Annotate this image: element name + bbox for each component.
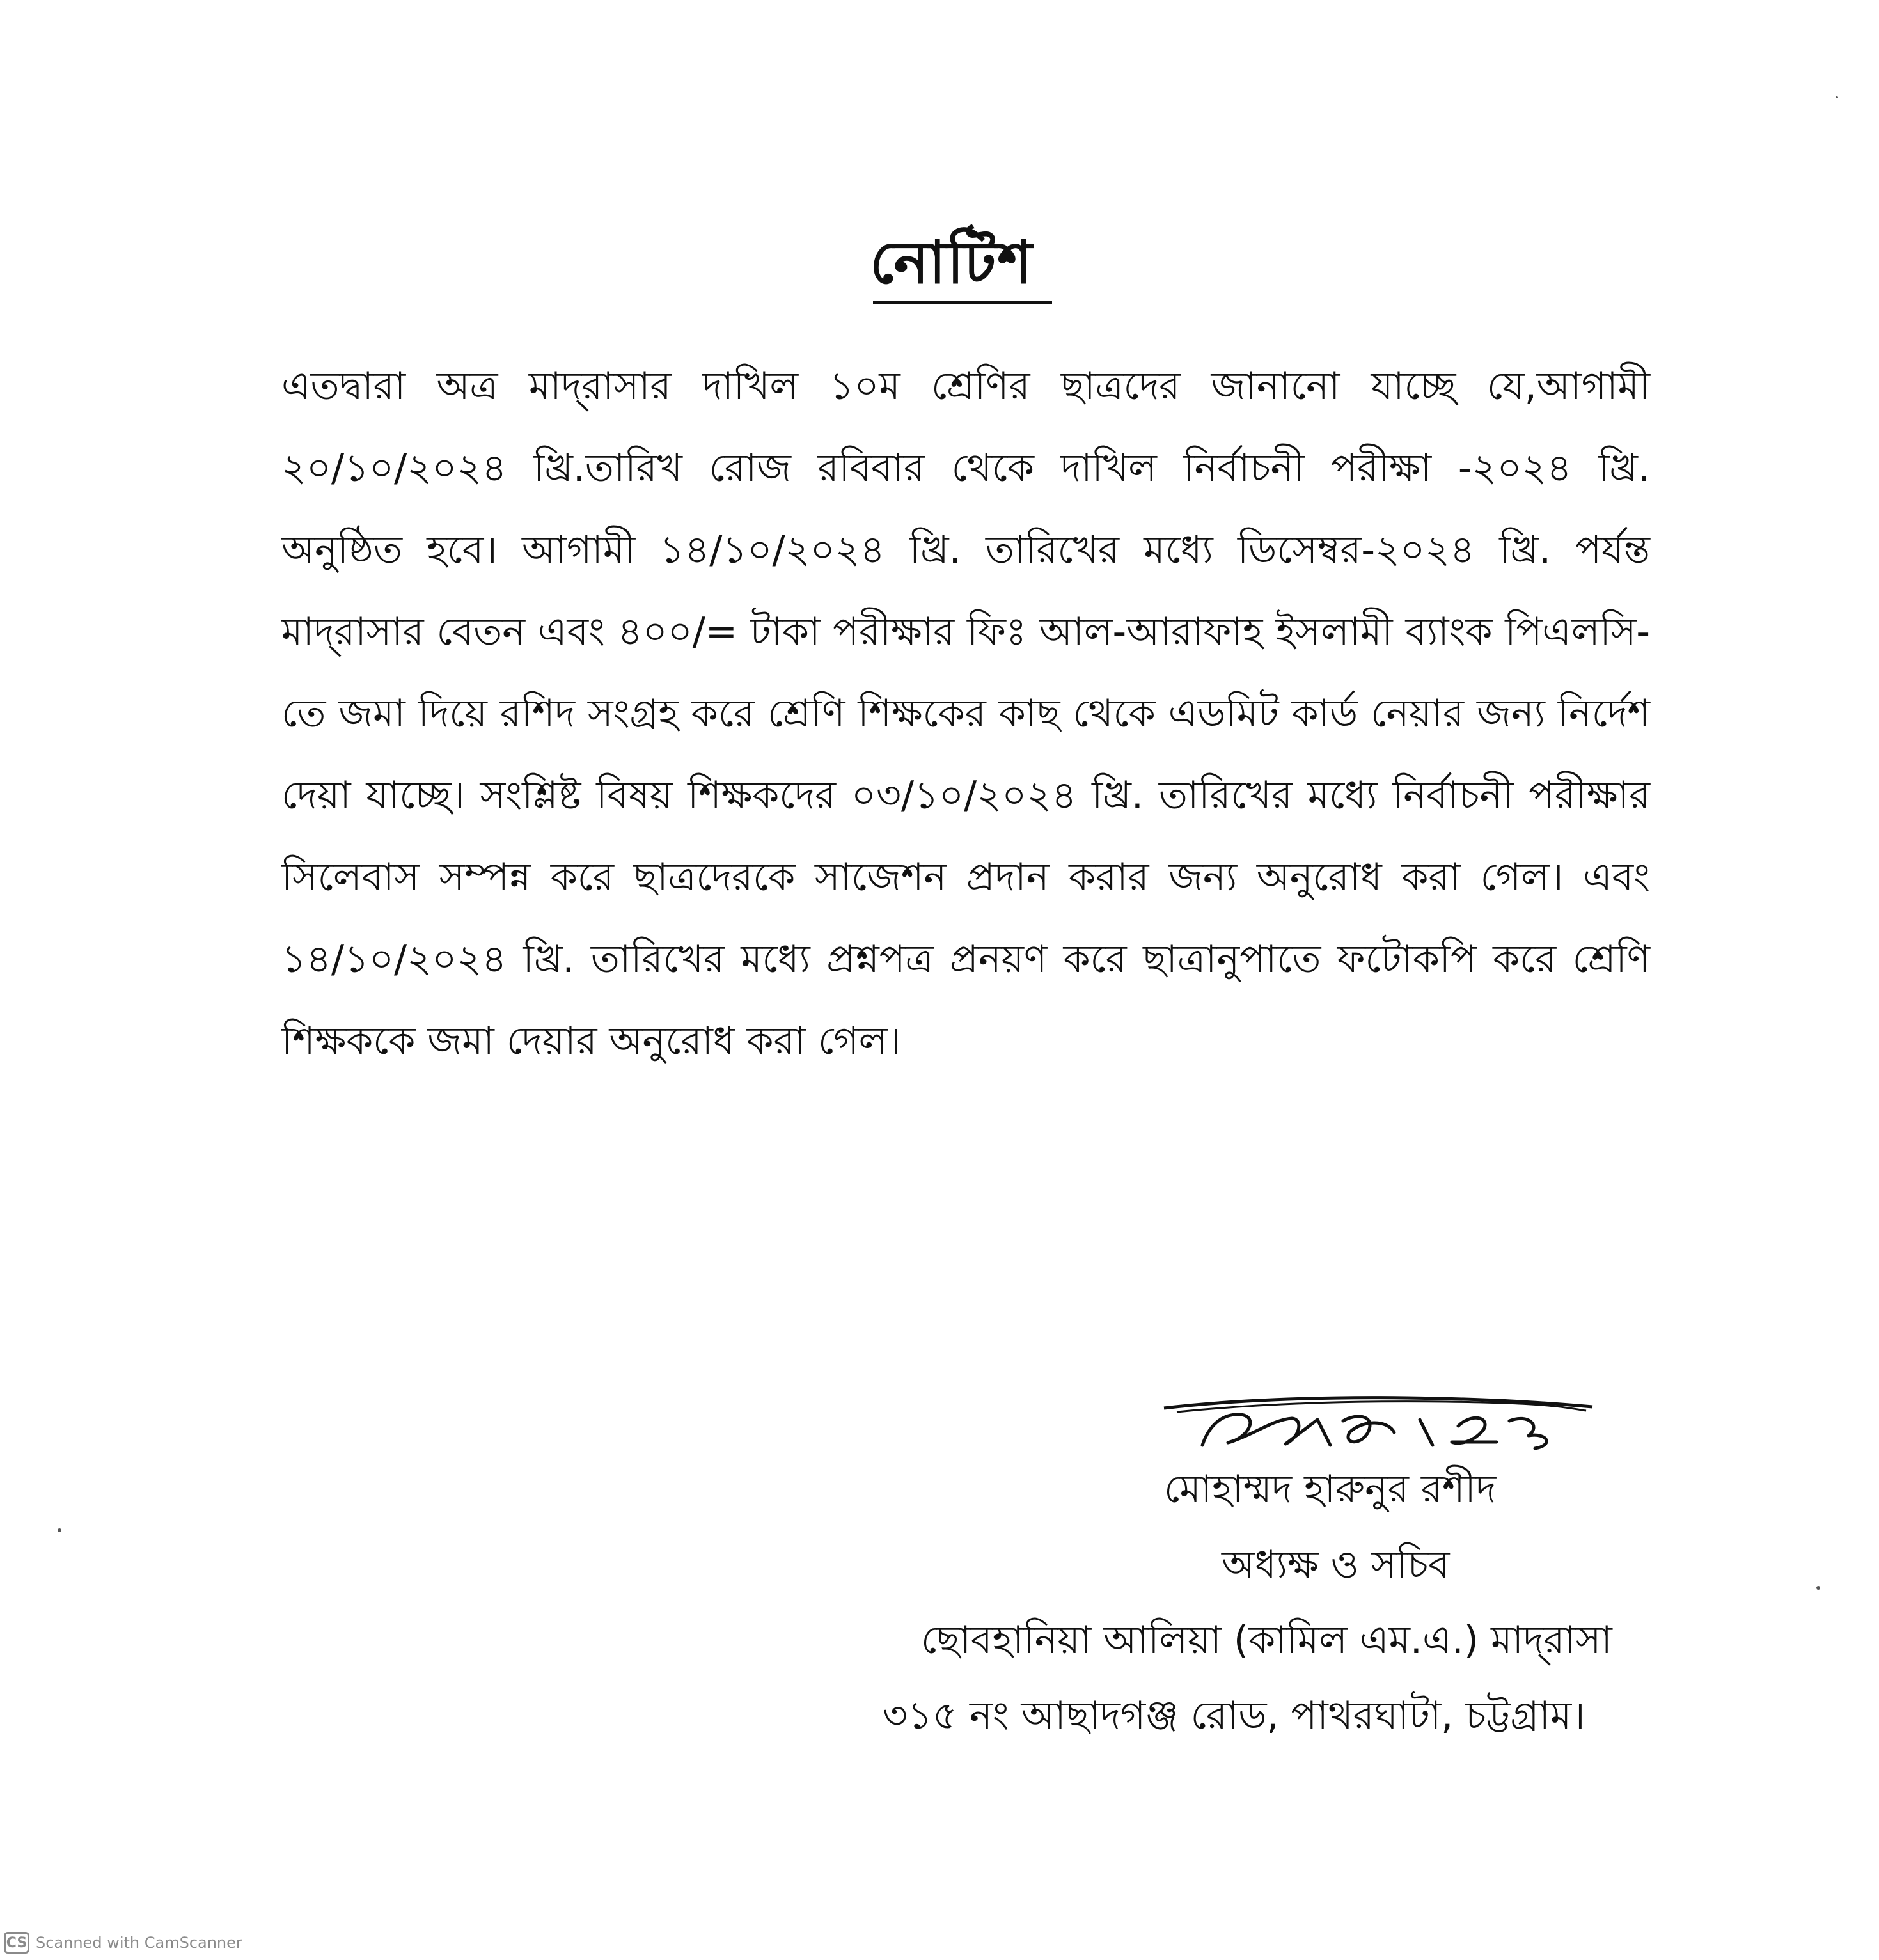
institution-address: ৩১৫ নং আছাদগঞ্জ রোড, পাথরঘাটা, চট্টগ্রাম। <box>883 1693 1585 1738</box>
camscanner-logo-icon: CS <box>4 1932 29 1954</box>
institution-name: ছোবহানিয়া আলিয়া (কামিল এম.এ.) মাদ্‌রাসা <box>921 1618 1612 1663</box>
scan-speck <box>1836 96 1838 98</box>
title-underline <box>873 301 1052 304</box>
scan-speck <box>1816 1586 1820 1590</box>
camscanner-label: Scanned with CamScanner <box>36 1934 242 1952</box>
signatory-name: মোহাম্মদ হারুনুর রশীদ <box>1164 1467 1497 1512</box>
camscanner-watermark <box>4 1930 242 1956</box>
notice-body: এতদ্বারা অত্র মাদ্‌রাসার দাখিল ১০ম শ্রেণির ছাত্রদের জানানো যাচ্ছে যে,আগামী ২০/১০/২০২৪ খ্রি.তারিখ রোজ রবিবার থেকে দাখিল নির্বাচনী পরীক্ষা -২০২৪ খ্রি. অনুষ্ঠিত হবে। আগামী ১৪/১০/২০২৪ খ্রি. তারিখের মধ্যে ডিসেম্বর-২০২৪ খ্রি. পর্যন্ত মাদ্‌রাসার বেতন এবং ৪০০/= টাকা পরীক্ষার ফিঃ আল-আরাফাহ ইসলামী ব্যাংক পিএলসি-তে জমা দিয়ে রশিদ সংগ্রহ করে শ্রেণি শিক্ষকের কাছ থেকে এডমিট কার্ড নেয়ার জন্য নির্দেশ দেয়া যাচ্ছে। সংশ্লিষ্ট বিষয় শিক্ষকদের ০৩/১০/২০২৪ খ্রি. তারিখের মধ্যে নির্বাচনী পরীক্ষার সিলেবাস সম্পন্ন করে ছাত্রদেরকে সাজেশন প্রদান করার জন্য অনুরোধ করা গেল। এবং ১৪/১০/২০২৪ খ্রি. তারিখের মধ্যে প্রশ্নপত্র প্রনয়ণ করে ছাত্রানুপাতে ফটোকপি করে শ্রেণি শিক্ষককে জমা দেয়ার অনুরোধ করা গেল। <box>281 364 1650 1063</box>
scan-speck <box>58 1528 61 1532</box>
notice-title: নোটিশ <box>870 228 1034 297</box>
signature-image <box>1151 1381 1599 1452</box>
signatory-designation: অধ্যক্ষ ও সচিব <box>1222 1542 1450 1587</box>
